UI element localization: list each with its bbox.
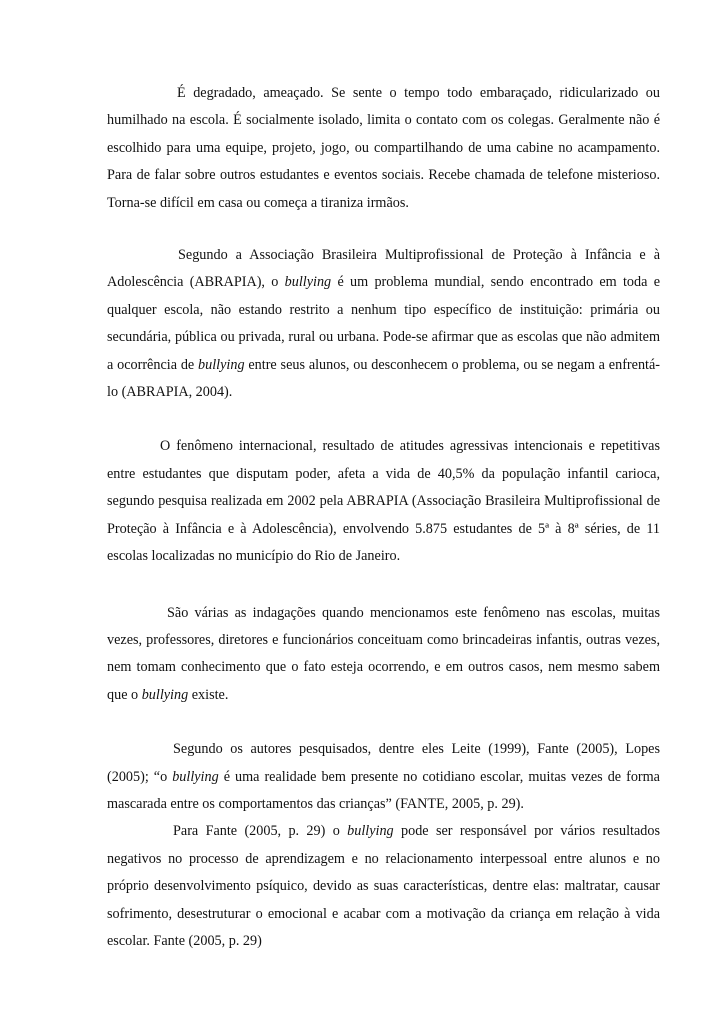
- paragraph-text: existe.: [188, 686, 229, 703]
- paragraph-authors-quote: [107, 736, 660, 818]
- paragraph-text: Segundo a Associação Brasileira Multiprofissional de Proteção à Infância e à Adolescência (ABRAPIA), o: [107, 247, 660, 291]
- italic-term: bullying: [198, 356, 245, 373]
- paragraph-school-inquiries: [107, 600, 660, 710]
- paragraph-victim-signs: [107, 80, 660, 217]
- paragraph-text: O fenômeno internacional, resultado de atitudes agressivas intencionais e repetitivas entre estudantes que disputam poder, afeta a vida de 40,5% da população infantil carioca, segundo pesquisa realizada em 2002 pela ABRAPIA (Associação Brasileira Multiprofissional de Proteção à Infância e à Adolescência), envolvendo 5.875 estudantes de 5ª à 8ª séries, de 11 escolas localizadas no município do Rio de Janeiro.: [107, 438, 660, 565]
- italic-term: bullying: [284, 274, 332, 291]
- paragraph-text: pode ser responsável por vários resultados negativos no processo de aprendizagem e no relacionamento interpessoal entre alunos e no próprio desenvolvimento psíquico, devido as suas características, dentre elas: maltratar, causar sofrimento, desestruturar o emocional e acabar com a motivação da criança em relação à vida escolar. Fante (2005, p. 29): [107, 823, 660, 949]
- document-page: [107, 80, 660, 955]
- italic-term: bullying: [347, 823, 394, 840]
- paragraph-fante-consequences: [107, 818, 660, 955]
- paragraph-text: é uma realidade bem presente no cotidiano escolar, muitas vezes de forma mascarada entre os comportamentos das crianças” (FANTE, 2005, p. 29).: [107, 768, 660, 812]
- paragraph-research-statistics: [107, 433, 660, 570]
- italic-term: bullying: [141, 686, 189, 703]
- paragraph-abrapia-definition: [107, 242, 660, 406]
- paragraph-text: é um problema mundial, sendo encontrado em toda e qualquer escola, não estando restrito a nenhum tipo específico de instituição: primária ou secundária, pública ou privada, rural ou urbana. Pode-se afirmar que as escolas que não admitem a ocorrência de: [107, 274, 660, 373]
- paragraph-text: Para Fante (2005, p. 29) o: [173, 823, 348, 840]
- italic-term: bullying: [172, 768, 219, 785]
- paragraph-text: São várias as indagações quando mencionamos este fenômeno nas escolas, muitas vezes, professores, diretores e funcionários conceituam como brincadeiras infantis, outras vezes, nem tomam conhecimento que o fato esteja ocorrendo, e em outros casos, nem mesmo sabem que o: [107, 604, 660, 703]
- paragraph-text: É degradado, ameaçado. Se sente o tempo todo embaraçado, ridicularizado ou humilhado na escola. É socialmente isolado, limita o contato com os colegas. Geralmente não é escolhido para uma equipe, projeto, jogo, ou compartilhando de uma cabine no acampamento. Para de falar sobre outros estudantes e eventos sociais. Recebe chamada de telefone misterioso. Torna-se difícil em casa ou começa a tiraniza irmãos.: [107, 85, 660, 211]
- paragraph-text: entre seus alunos, ou desconhecem o problema, ou se negam a enfrentá-lo (ABRAPIA, 2004).: [107, 356, 660, 401]
- paragraph-text: Segundo os autores pesquisados, dentre eles Leite (1999), Fante (2005), Lopes (2005); “o: [107, 741, 660, 785]
